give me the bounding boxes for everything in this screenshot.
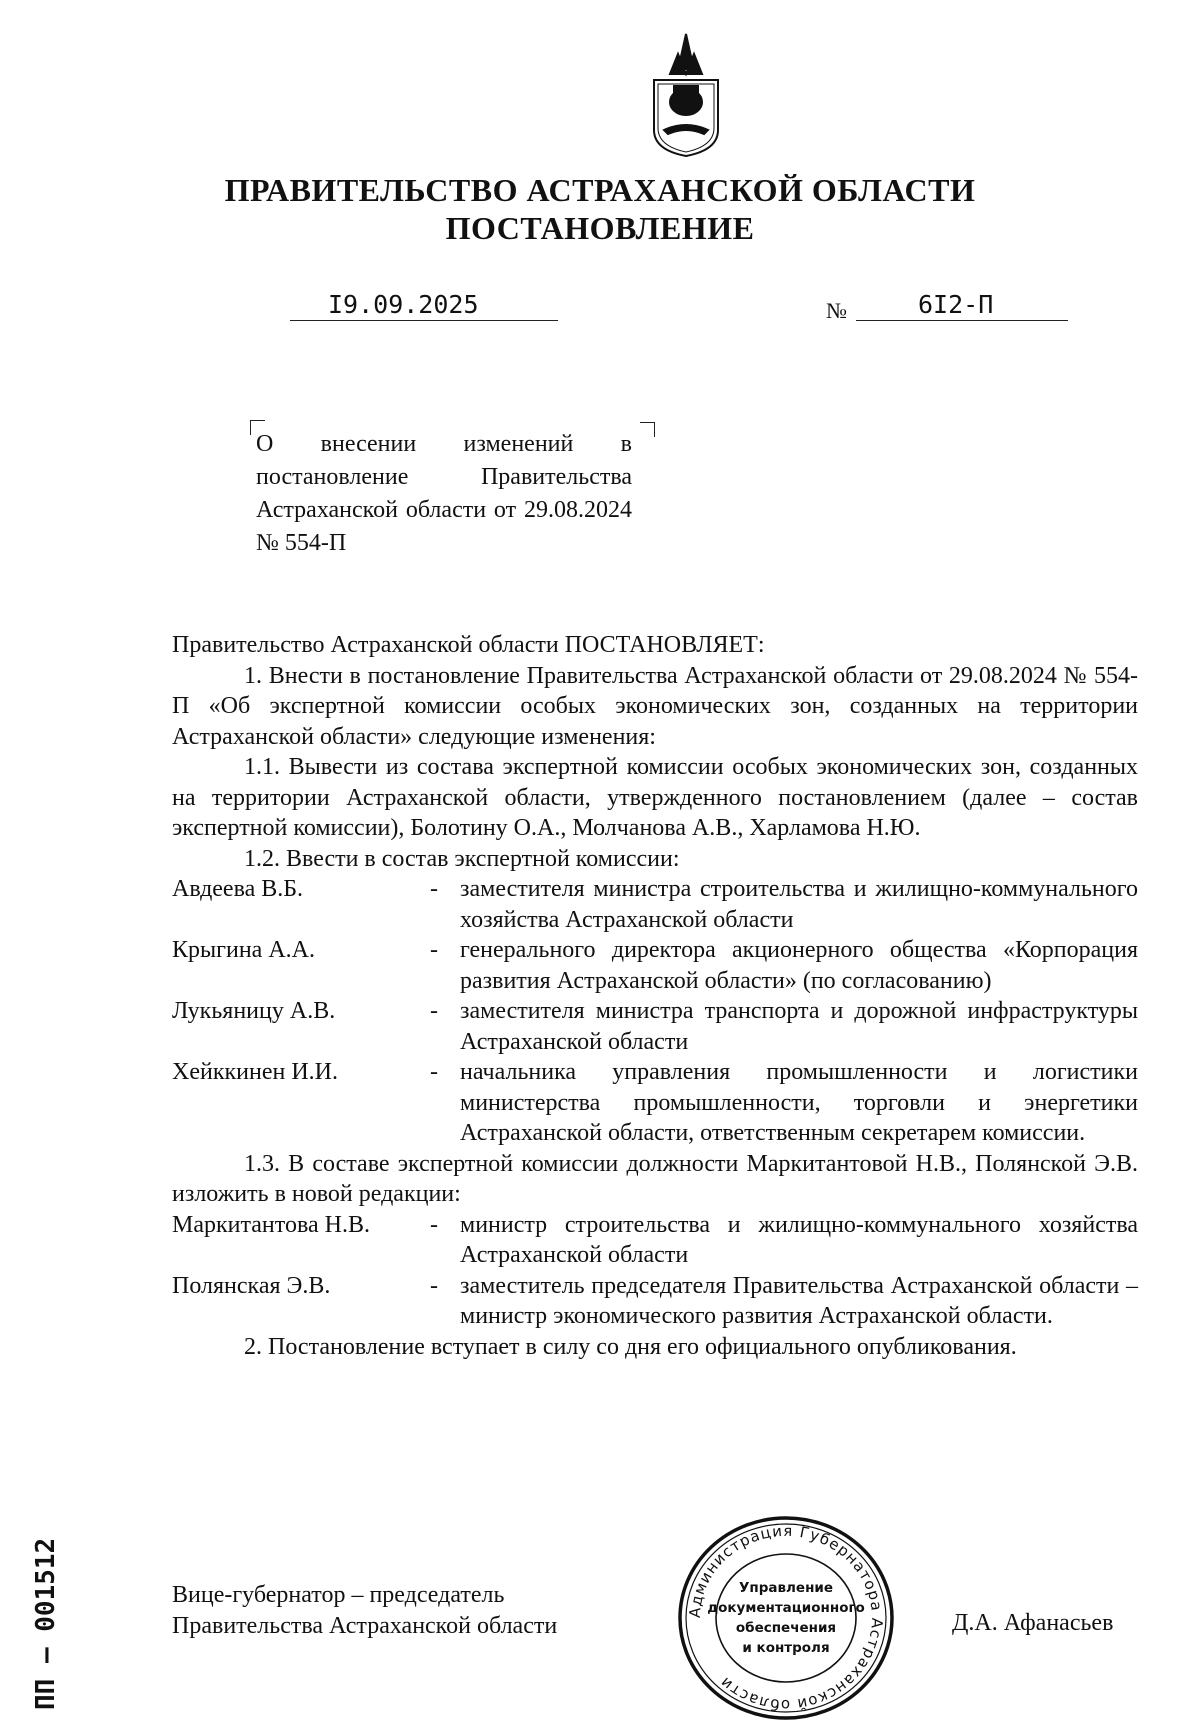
doc-date: I9.09.2025	[328, 290, 479, 319]
registration-mark	[24, 1380, 64, 1720]
seal-line-3: обеспечения	[735, 1620, 837, 1636]
seal-ring-text: Администрация Губернатора Астраханской области	[685, 1521, 887, 1715]
body-intro: Правительство Астраханской области ПОСТАНОВЛЯЕТ:	[172, 632, 765, 658]
seal-line-4: и контроля	[742, 1640, 830, 1656]
doc-type-title: ПОСТАНОВЛЕНИЕ	[445, 210, 755, 246]
member-row	[172, 1210, 1138, 1271]
official-seal	[674, 1512, 898, 1724]
paragraph-1: 1. Внести в постановление Правительства Астраханской области от 29.08.2024 № 554-П «Об экспертной комиссии особых экономических зон, созданных на территории Астраханской области» следующие изменения:	[172, 662, 1138, 750]
paragraph-1-3: 1.3. В составе экспертной комиссии должности Маркитантовой Н.В., Полянской Э.В. изложить в новой редакции:	[172, 1150, 1138, 1207]
member-position: заместителя министра транспорта и дорожной инфраструктуры Астраханской области	[460, 998, 1138, 1055]
registration-number: ПП – 001512	[31, 1537, 61, 1710]
signatory-title-line2: Правительства Астраханской области	[172, 1613, 558, 1639]
member-name: Лукьяницу А.В.	[172, 998, 336, 1024]
member-name: Хейккинен И.И.	[172, 1059, 338, 1085]
member-dash: -	[430, 1059, 438, 1085]
member-position: заместитель председателя Правительства Астраханской области – министр экономического развития Астраханской области.	[460, 1272, 1138, 1329]
doc-number: 6I2-П	[918, 290, 994, 319]
member-position: генерального директора акционерного общества «Корпорация развития Астраханской области» (по согласованию)	[460, 937, 1138, 994]
member-dash: -	[430, 876, 438, 902]
signatory-name: Д.А. Афанасьев	[952, 1610, 1114, 1636]
member-row	[172, 1271, 1138, 1332]
org-title: ПРАВИТЕЛЬСТВО АСТРАХАНСКОЙ ОБЛАСТИ	[224, 172, 976, 208]
member-row	[172, 874, 1138, 935]
paragraph-2: 2. Постановление вступает в силу со дня его официального опубликования.	[244, 1333, 1017, 1360]
member-position: начальника управления промышленности и логистики министерства промышленности, торговли и энергетики Астраханской области, ответственным секретарем комиссии.	[460, 1059, 1138, 1146]
member-name: Маркитантова Н.В.	[172, 1211, 370, 1238]
member-position: министр строительства и жилищно-коммунального хозяйства Астраханской области	[460, 1211, 1138, 1268]
member-dash: -	[430, 937, 438, 963]
member-name: Крыгина А.А.	[172, 937, 315, 963]
doc-subject: О внесении изменений в постановление Правительства Астраханской области от 29.08.2024 № 554-П	[256, 431, 632, 556]
member-dash: -	[430, 1272, 438, 1299]
subject-corner-right	[640, 422, 655, 437]
member-row	[172, 935, 1138, 996]
member-row	[172, 996, 1138, 1057]
member-row	[172, 1057, 1138, 1149]
signatory-title-line1: Вице-губернатор – председатель	[172, 1582, 505, 1608]
coat-of-arms-icon	[648, 30, 724, 158]
member-position: заместителя министра строительства и жилищно-коммунального хозяйства Астраханской области	[460, 876, 1138, 933]
doc-body	[172, 630, 1138, 1362]
paragraph-1-2: 1.2. Ввести в состав экспертной комиссии:	[244, 845, 680, 872]
number-sign: №	[826, 298, 847, 323]
member-dash: -	[430, 1211, 438, 1238]
signatory-title	[172, 1580, 557, 1642]
member-name: Авдеева В.Б.	[172, 876, 304, 902]
member-dash: -	[430, 998, 438, 1024]
member-name: Полянская Э.В.	[172, 1272, 331, 1299]
paragraph-1-1: 1.1. Вывести из состава экспертной комиссии особых экономических зон, созданных на территории Астраханской области, утвержденного постановлением (далее – состав экспертной комиссии), Болотину О.А., Молчанова А.В., Харламова Н.Ю.	[172, 754, 1138, 841]
seal-line-2: документационного	[707, 1600, 865, 1616]
seal-line-1: Управление	[738, 1580, 834, 1596]
